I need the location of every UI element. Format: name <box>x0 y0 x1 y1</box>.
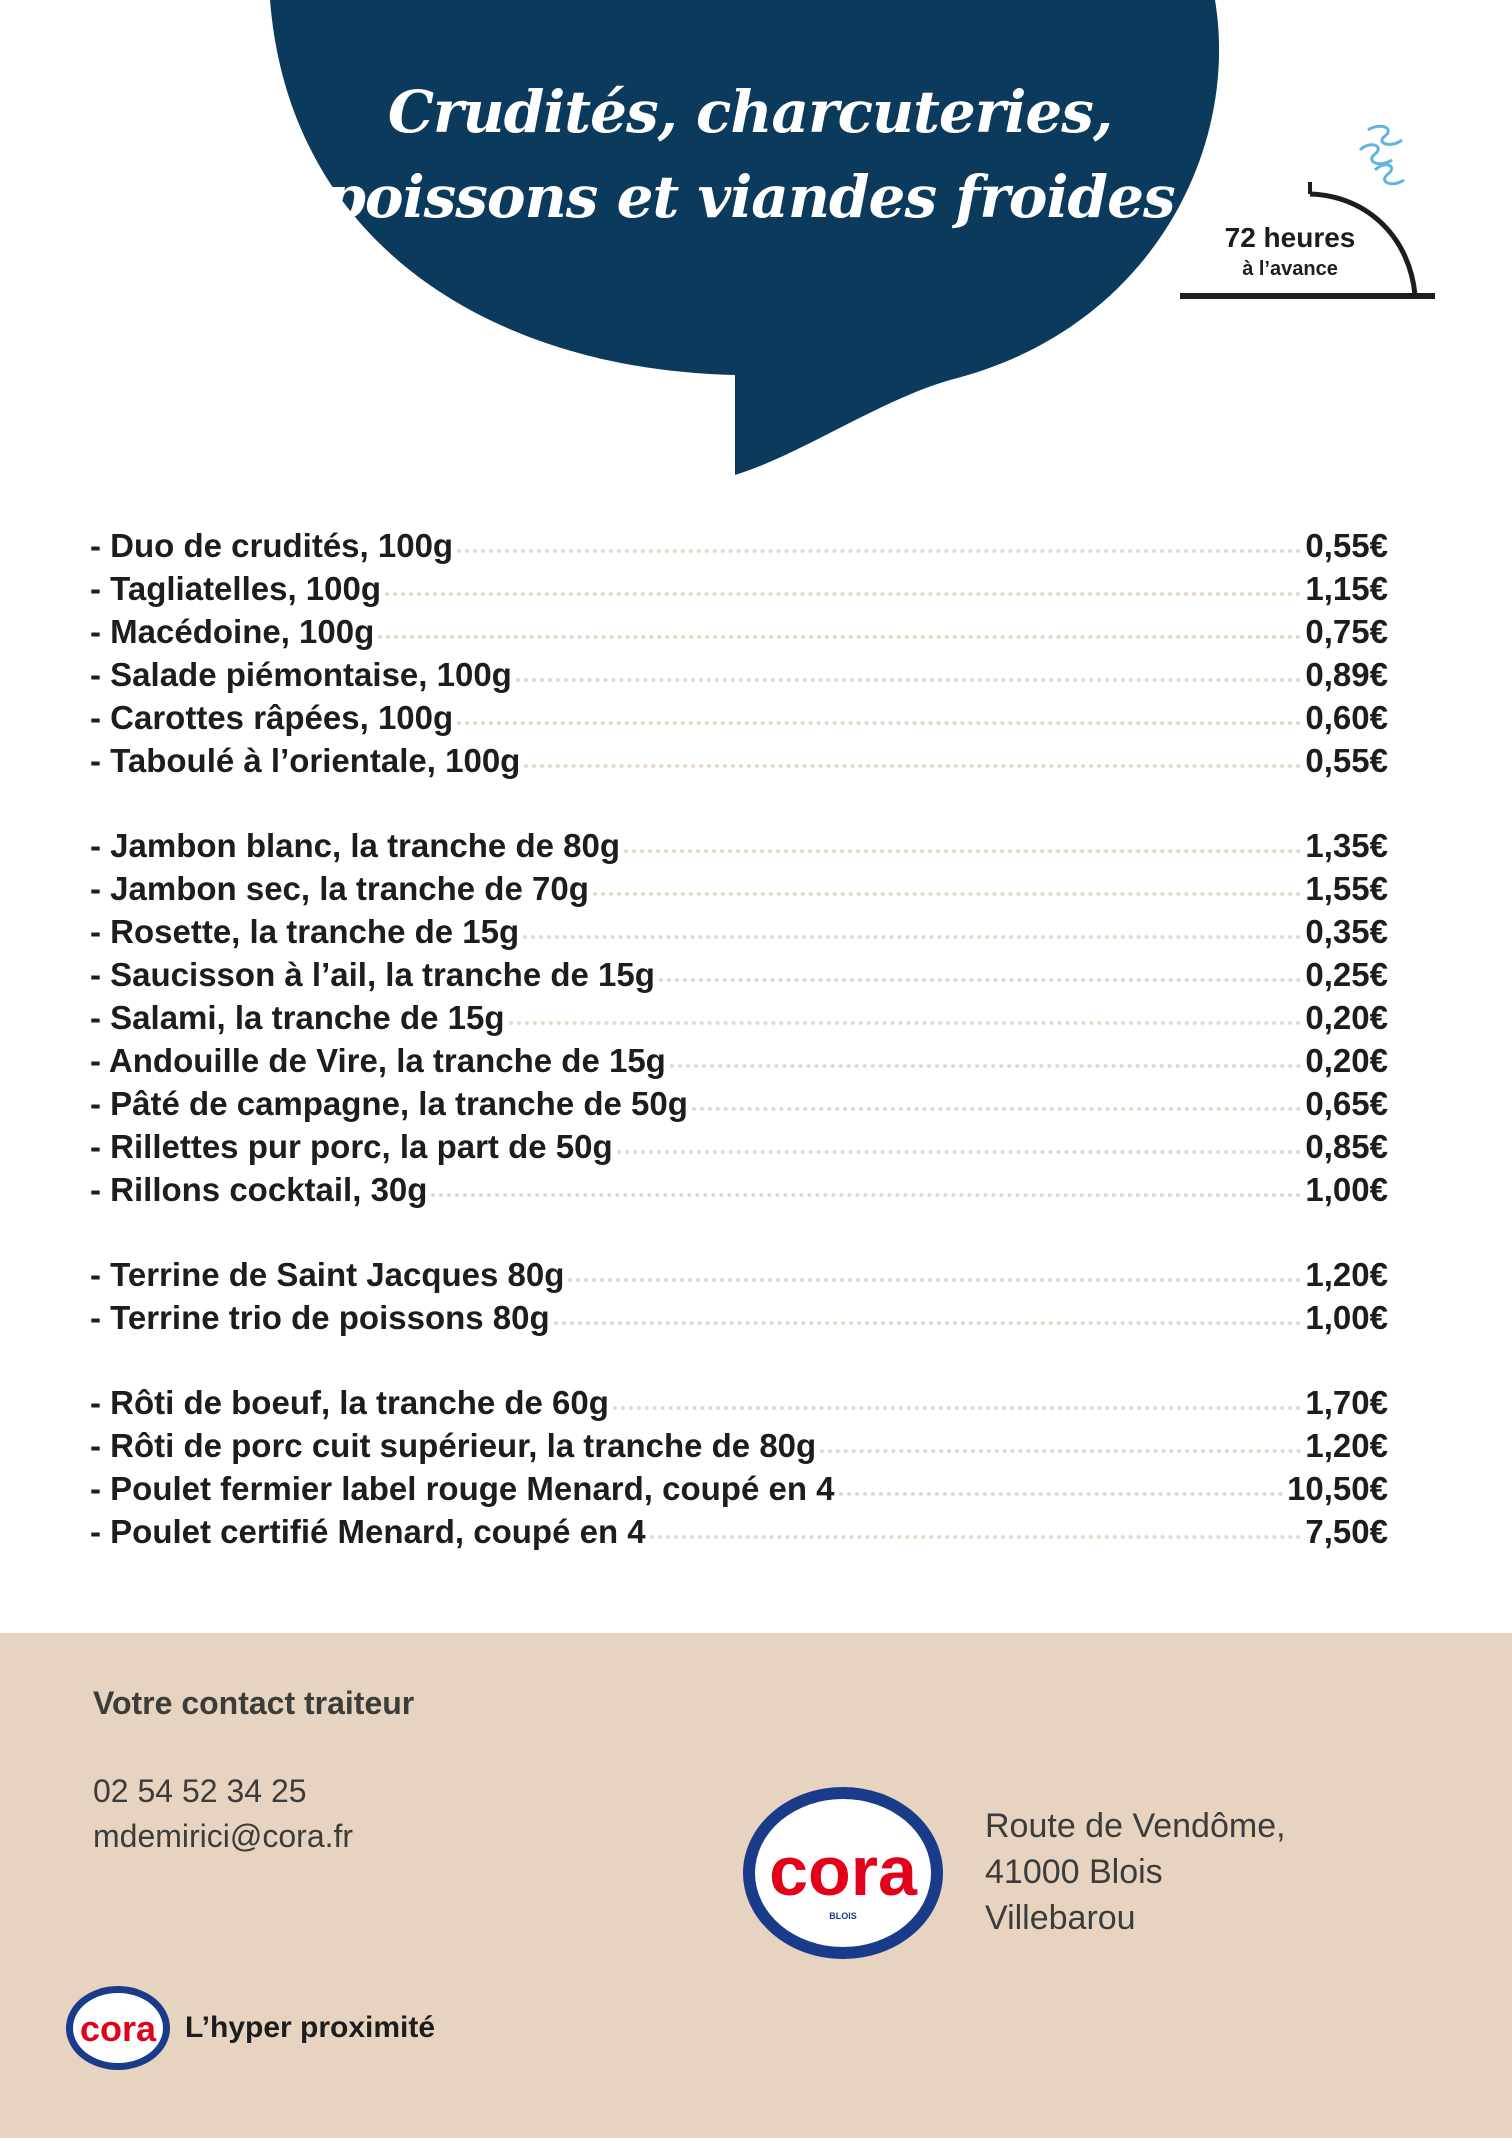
menu-item <box>90 913 1388 956</box>
menu-item <box>90 656 1388 699</box>
menu-item <box>90 1384 1388 1427</box>
item-name: - Tagliatelles, 100g <box>90 570 382 607</box>
menu-item <box>90 1427 1388 1470</box>
item-price: 0,20€ <box>1305 1042 1388 1079</box>
item-name: - Jambon sec, la tranche de 70g <box>90 870 589 907</box>
dot-leader <box>650 1535 1302 1539</box>
address-line-2: 41000 Blois <box>985 1853 1163 1891</box>
badge-advance-text: à l’avance <box>1242 258 1338 280</box>
menu-item <box>90 699 1388 742</box>
item-name: - Rôti de porc cuit supérieur, la tranche de 80g <box>90 1427 817 1464</box>
dot-leader <box>378 635 1301 639</box>
item-price: 0,85€ <box>1305 1128 1388 1165</box>
dot-leader <box>617 1150 1302 1154</box>
item-price: 0,55€ <box>1305 527 1388 564</box>
item-price: 0,55€ <box>1305 742 1388 779</box>
dot-leader <box>523 935 1301 939</box>
store-address <box>985 1803 1286 1941</box>
item-name: - Terrine trio de poissons 80g <box>90 1299 550 1336</box>
item-name: - Rôti de boeuf, la tranche de 60g <box>90 1384 609 1421</box>
item-price: 1,00€ <box>1305 1299 1388 1336</box>
item-price: 0,25€ <box>1305 956 1388 993</box>
cora-store-logo <box>738 1783 948 1963</box>
page-title-line-1: Crudités, charcuteries, <box>387 78 1113 146</box>
item-price: 10,50€ <box>1287 1470 1388 1507</box>
dot-leader <box>568 1278 1301 1282</box>
item-price: 1,70€ <box>1305 1384 1388 1421</box>
item-name: - Rosette, la tranche de 15g <box>90 913 520 950</box>
brand-tagline: L’hyper proximité <box>185 2011 436 2044</box>
menu-item <box>90 956 1388 999</box>
item-name: - Poulet certifié Menard, coupé en 4 <box>90 1513 646 1550</box>
item-name: - Poulet fermier label rouge Menard, coupé en 4 <box>90 1470 835 1507</box>
item-price: 1,55€ <box>1305 870 1388 907</box>
menu-item <box>90 1042 1388 1085</box>
menu-item <box>90 742 1388 785</box>
dot-leader <box>839 1492 1284 1496</box>
dot-leader <box>457 721 1301 725</box>
menu-item <box>90 570 1388 613</box>
item-name: - Carottes râpées, 100g <box>90 699 454 736</box>
dot-leader <box>524 764 1301 768</box>
group-viandes-froides <box>90 1384 1388 1556</box>
dot-leader <box>554 1321 1302 1325</box>
menu-item <box>90 613 1388 656</box>
item-name: - Duo de crudités, 100g <box>90 527 454 564</box>
price-list <box>90 527 1388 1598</box>
dot-leader <box>692 1107 1302 1111</box>
menu-item <box>90 999 1388 1042</box>
menu-item <box>90 1513 1388 1556</box>
menu-item <box>90 870 1388 913</box>
item-name: - Salade piémontaise, 100g <box>90 656 512 693</box>
group-poissons <box>90 1256 1388 1342</box>
item-price: 0,75€ <box>1305 613 1388 650</box>
menu-item <box>90 827 1388 870</box>
item-price: 1,15€ <box>1305 570 1388 607</box>
item-name: - Taboulé à l’orientale, 100g <box>90 742 521 779</box>
item-price: 0,60€ <box>1305 699 1388 736</box>
contact-footer <box>0 1633 1512 2138</box>
item-price: 0,65€ <box>1305 1085 1388 1122</box>
menu-item <box>90 1299 1388 1342</box>
dot-leader <box>613 1406 1301 1410</box>
dot-leader <box>670 1064 1302 1068</box>
item-name: - Rillettes pur porc, la part de 50g <box>90 1128 613 1165</box>
address-line-3: Villebarou <box>985 1899 1136 1937</box>
page-title-line-2: poissons et viandes froides <box>325 163 1175 231</box>
item-price: 0,20€ <box>1305 999 1388 1036</box>
item-price: 1,35€ <box>1305 827 1388 864</box>
svg-text:cora: cora <box>79 2008 157 2049</box>
dot-leader <box>624 849 1301 853</box>
advance-notice-badge <box>1170 110 1450 310</box>
group-charcuteries <box>90 827 1388 1214</box>
menu-item <box>90 1171 1388 1214</box>
svg-text:cora: cora <box>769 1832 917 1910</box>
item-name: - Terrine de Saint Jacques 80g <box>90 1256 565 1293</box>
dot-leader <box>593 892 1302 896</box>
svg-text:BLOIS: BLOIS <box>829 1911 857 1921</box>
contact-phone[interactable]: 02 54 52 34 25 <box>93 1773 307 1809</box>
item-name: - Saucisson à l’ail, la tranche de 15g <box>90 956 655 993</box>
address-line-1: Route de Vendôme, <box>985 1807 1286 1845</box>
item-price: 1,00€ <box>1305 1171 1388 1208</box>
item-name: - Salami, la tranche de 15g <box>90 999 505 1036</box>
menu-item <box>90 1128 1388 1171</box>
item-price: 0,35€ <box>1305 913 1388 950</box>
item-name: - Pâté de campagne, la tranche de 50g <box>90 1085 688 1122</box>
badge-hours-text: 72 heures <box>1224 222 1356 253</box>
menu-item <box>90 1256 1388 1299</box>
item-price: 7,50€ <box>1305 1513 1388 1550</box>
dot-leader <box>820 1449 1301 1453</box>
contact-email[interactable]: mdemirici@cora.fr <box>93 1818 354 1854</box>
menu-item <box>90 1085 1388 1128</box>
dot-leader <box>431 1193 1301 1197</box>
group-crudites <box>90 527 1388 785</box>
dot-leader <box>385 592 1301 596</box>
menu-item <box>90 527 1388 570</box>
menu-item <box>90 1470 1388 1513</box>
item-name: - Jambon blanc, la tranche de 80g <box>90 827 620 864</box>
item-name: - Rillons cocktail, 30g <box>90 1171 428 1208</box>
item-price: 1,20€ <box>1305 1256 1388 1293</box>
dot-leader <box>457 549 1301 553</box>
contact-title: Votre contact traiteur <box>93 1685 415 1721</box>
cora-small-logo <box>63 1983 173 2073</box>
item-price: 1,20€ <box>1305 1427 1388 1464</box>
item-price: 0,89€ <box>1305 656 1388 693</box>
dot-leader <box>516 678 1302 682</box>
dot-leader <box>509 1021 1302 1025</box>
dot-leader <box>659 978 1302 982</box>
item-name: - Macédoine, 100g <box>90 613 375 650</box>
item-name: - Andouille de Vire, la tranche de 15g <box>90 1042 666 1079</box>
